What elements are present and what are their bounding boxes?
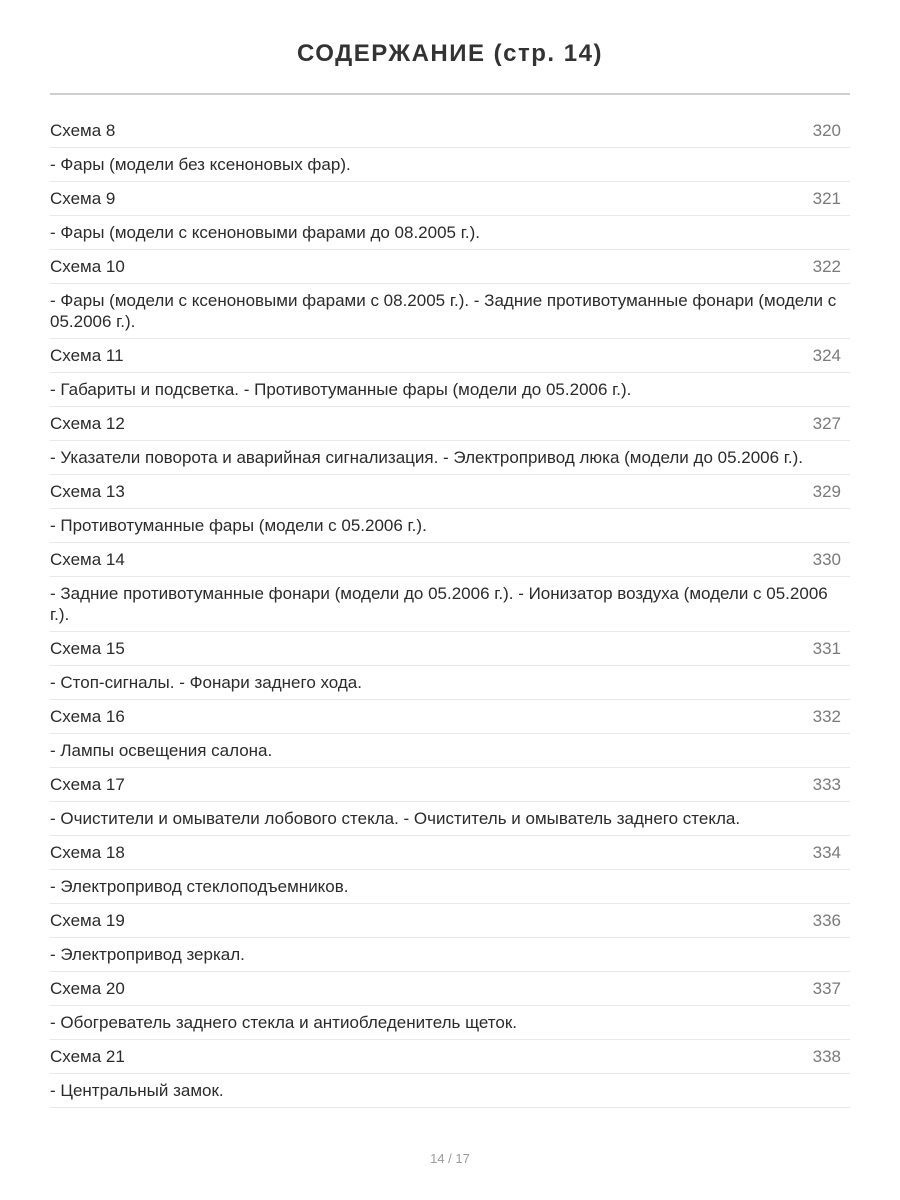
toc-entry-description: - Очистители и омыватели лобового стекла. - Очиститель и омыватель заднего стекла. — [50, 802, 850, 836]
toc-entry-page-number: 329 — [812, 482, 841, 501]
toc-entry-label: Схема 12 — [50, 414, 125, 433]
toc-entry-page-number: 320 — [812, 121, 841, 140]
toc-entry-label: Схема 9 — [50, 189, 116, 208]
toc-entry-description: - Стоп-сигналы. - Фонари заднего хода. — [50, 666, 850, 700]
toc-entry-page-number: 331 — [812, 639, 841, 658]
toc-entry-label: Схема 15 — [50, 639, 125, 658]
toc-entry-page-number: 332 — [812, 707, 841, 726]
toc-entry-label: Схема 13 — [50, 482, 125, 501]
toc-entry-page-number: 333 — [812, 775, 841, 794]
toc-entry-heading[interactable] — [50, 475, 850, 509]
toc-entry-label: Схема 20 — [50, 979, 125, 998]
toc-entry-heading[interactable] — [50, 114, 850, 148]
toc-entry-label: Схема 18 — [50, 843, 125, 862]
toc-entry-page-number: 334 — [812, 843, 841, 862]
toc-entry-heading[interactable] — [50, 339, 850, 373]
toc-entry-description: - Указатели поворота и аварийная сигнализация. - Электропривод люка (модели до 05.2006 г.). — [50, 441, 850, 475]
toc-entry-description: - Электропривод зеркал. — [50, 938, 850, 972]
toc-entry-description: - Фары (модели с ксеноновыми фарами с 08.2005 г.). - Задние противотуманные фонари (модели с 05.2006 г.). — [50, 284, 850, 339]
toc-entry-description: - Габариты и подсветка. - Противотуманные фары (модели до 05.2006 г.). — [50, 373, 850, 407]
toc-entry-heading[interactable] — [50, 182, 850, 216]
toc-entry-description: - Задние противотуманные фонари (модели до 05.2006 г.). - Ионизатор воздуха (модели с 05.2006 г.). — [50, 577, 850, 632]
toc-entry-heading[interactable] — [50, 768, 850, 802]
toc-entry-heading[interactable] — [50, 543, 850, 577]
toc-entry-description: - Фары (модели без ксеноновых фар). — [50, 148, 850, 182]
toc-entry-page-number: 324 — [812, 346, 841, 365]
toc-entry-page-number: 327 — [812, 414, 841, 433]
toc-entry-page-number: 336 — [812, 911, 841, 930]
toc-entry-label: Схема 21 — [50, 1047, 125, 1066]
page-indicator: 14 / 17 — [430, 1151, 470, 1166]
toc-entry-heading[interactable] — [50, 632, 850, 666]
toc-entry-label: Схема 14 — [50, 550, 125, 569]
toc-entry-heading[interactable] — [50, 250, 850, 284]
toc-entry-label: Схема 8 — [50, 121, 116, 140]
toc-entry-heading[interactable] — [50, 972, 850, 1006]
toc-entry-description: - Лампы освещения салона. — [50, 734, 850, 768]
toc-entry-label: Схема 11 — [50, 346, 124, 365]
toc-entry-page-number: 322 — [812, 257, 841, 276]
toc-entry-label: Схема 16 — [50, 707, 125, 726]
toc-entry-heading[interactable] — [50, 904, 850, 938]
toc-entry-page-number: 337 — [812, 979, 841, 998]
toc-entry-heading[interactable] — [50, 407, 850, 441]
table-of-contents — [50, 114, 850, 1108]
title-divider — [50, 93, 850, 95]
toc-entry-description: - Обогреватель заднего стекла и антиобледенитель щеток. — [50, 1006, 850, 1040]
toc-entry-label: Схема 10 — [50, 257, 125, 276]
toc-entry-heading[interactable] — [50, 700, 850, 734]
toc-entry-page-number: 321 — [812, 189, 841, 208]
toc-entry-description: - Фары (модели с ксеноновыми фарами до 08.2005 г.). — [50, 216, 850, 250]
toc-entry-heading[interactable] — [50, 1040, 850, 1074]
toc-entry-label: Схема 19 — [50, 911, 125, 930]
toc-entry-description: - Противотуманные фары (модели с 05.2006 г.). — [50, 509, 850, 543]
toc-entry-page-number: 330 — [812, 550, 841, 569]
toc-entry-description: - Центральный замок. — [50, 1074, 850, 1108]
toc-entry-heading[interactable] — [50, 836, 850, 870]
page-title: СОДЕРЖАНИЕ (стр. 14) — [297, 40, 603, 67]
toc-entry-page-number: 338 — [812, 1047, 841, 1066]
toc-entry-label: Схема 17 — [50, 775, 125, 794]
toc-entry-description: - Электропривод стеклоподъемников. — [50, 870, 850, 904]
